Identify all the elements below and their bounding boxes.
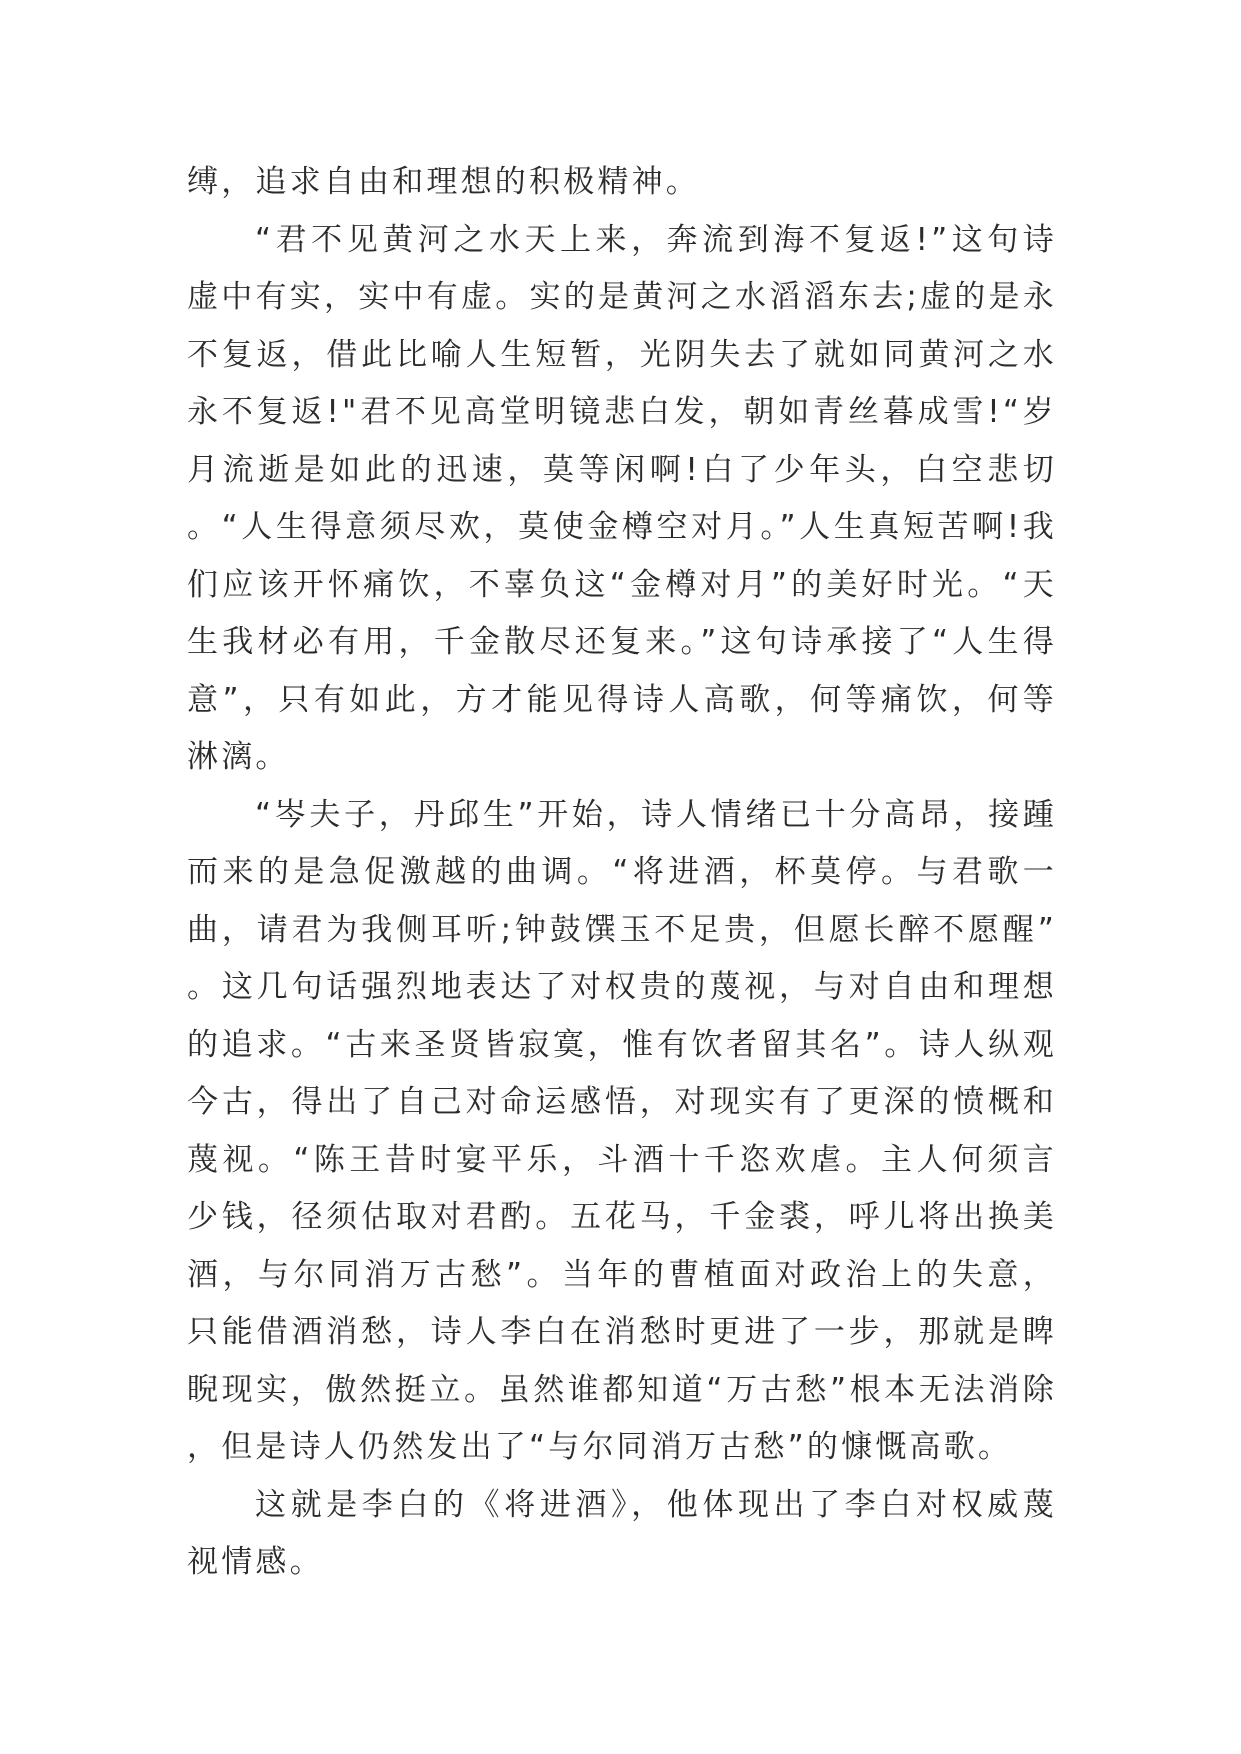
paragraph-3: “岑夫子，丹邱生”开始，诗人情绪已十分高昂，接踵而来的是急促激越的曲调。“将进酒，杯莫停。与君歌一曲，请君为我侧耳听;钟鼓馔玉不足贵，但愿长醉不愿醒”。这几句话强烈地表达了对权贵的蔑视，与对自由和理想的追求。“古来圣贤皆寂寞，惟有饮者留其名”。诗人纵观今古，得出了自己对命运感悟，对现实有了更深的愤概和蔑视。“陈王昔时宴平乐，斗酒十千恣欢虐。主人何须言少钱，径须估取对君酌。五花马，千金裘，呼儿将出换美酒，与尔同消万古愁”。当年的曹植面对政治上的失意，只能借酒消愁，诗人李白在消愁时更进了一步，那就是睥睨现实，傲然挺立。虽然谁都知道“万古愁”根本无法消除，但是诗人仍然发出了“与尔同消万古愁”的慷慨高歌。 xyxy=(187,796,1057,1465)
paragraph-2: “君不见黄河之水天上来，奔流到海不复返!”这句诗虚中有实，实中有虚。实的是黄河之水滔滔东去;虚的是永不复返，借此比喻人生短暂，光阴失去了就如同黄河之水永不复返!"君不见高堂明镜悲白发，朝如青丝暮成雪!“岁月流逝是如此的迅速，莫等闲啊!白了少年头，白空悲切。“人生得意须尽欢，莫使金樽空对月。”人生真短苦啊!我们应该开怀痛饮，不辜负这“金樽对月”的美好时光。“天生我材必有用，千金散尽还复来。”这句诗承接了“人生得意”，只有如此，方才能见得诗人高歌，何等痛饮，何等淋漓。 xyxy=(187,221,1057,775)
paragraph-1: 缚，追求自由和理想的积极精神。 xyxy=(187,164,700,200)
document-body xyxy=(187,154,1057,1592)
paragraph-4: 这就是李白的《将进酒》，他体现出了李白对权威蔑视情感。 xyxy=(187,1486,1057,1580)
